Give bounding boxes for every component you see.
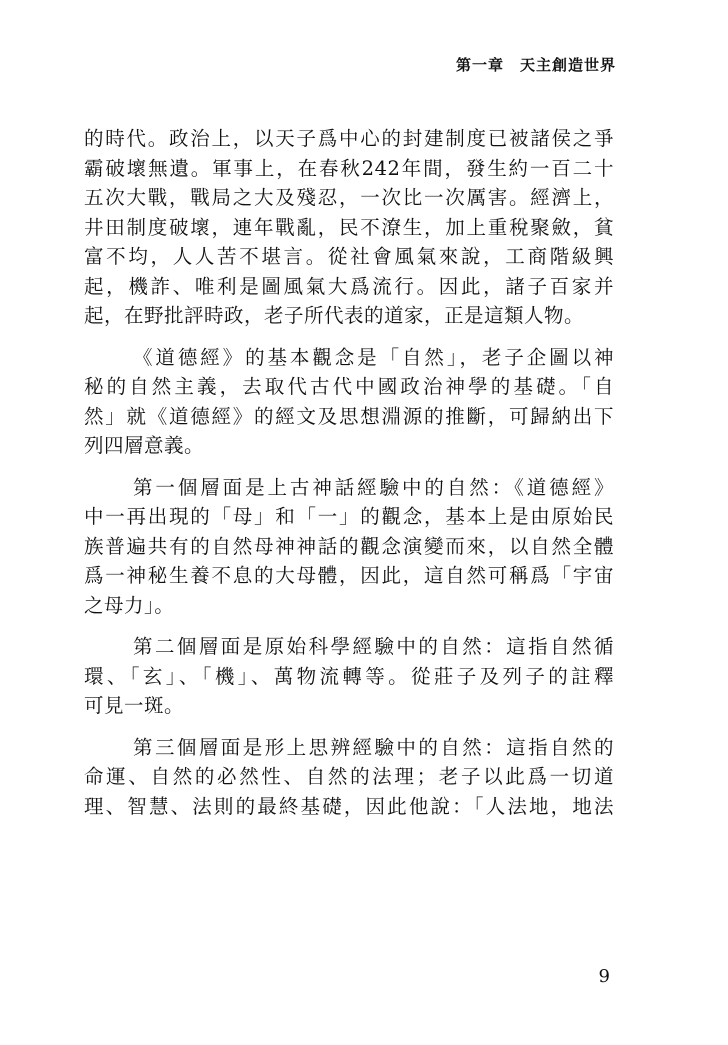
text-line: 富不均，人人苦不堪言。從社會風氣來說，工商階級興 xyxy=(84,245,614,268)
running-header xyxy=(456,54,616,75)
text-line: 的時代。政治上，以天子爲中心的封建制度已被諸侯之爭 xyxy=(84,127,614,150)
text-line: 列四層意義。 xyxy=(84,434,205,457)
chapter-title: 天主創造世界 xyxy=(519,56,616,74)
text-line: 環、「玄」、「機」、萬物流轉等。從莊子及列子的註釋 xyxy=(84,664,614,688)
paragraph-1 xyxy=(84,124,644,331)
text-line: 第三個層面是形上思辨經驗中的自然：這指自然的 xyxy=(133,735,614,759)
text-line: 第二個層面是原始科學經驗中的自然：這指自然循 xyxy=(133,635,614,658)
text-line: 理、智慧、法則的最終基礎，因此他說：「人法地，地法 xyxy=(84,794,614,818)
text-line: 霸破壞無遺。軍事上，在春秋242年間，發生約一百二十 xyxy=(84,156,614,180)
text-line: 可見一斑。 xyxy=(84,694,185,717)
text-line: 命運、自然的必然性、自然的法理；老子以此爲一切道 xyxy=(84,765,614,788)
text-line: 族普遍共有的自然母神神話的觀念演變而來，以自然全體 xyxy=(84,534,614,558)
chapter-label: 第一章 xyxy=(455,56,504,74)
body-text xyxy=(84,124,644,821)
text-line: 井田制度破壞，連年戰亂，民不潦生，加上重稅聚斂，貧 xyxy=(84,215,614,239)
paragraph-2 xyxy=(84,343,644,461)
paragraph-4 xyxy=(84,632,644,721)
text-line: 秘的自然主義，去取代古代中國政治神學的基礎。「自 xyxy=(84,375,614,398)
paragraph-3 xyxy=(84,473,644,621)
text-line: 之母力」。 xyxy=(84,593,175,617)
text-line: 起，機詐、唯利是圖風氣大爲流行。因此，諸子百家并 xyxy=(84,274,614,298)
text-line: 《道德經》的基本觀念是「自然」，老子企圖以神 xyxy=(133,345,614,369)
text-line: 五次大戰，戰局之大及殘忍，一次比一次厲害。經濟上， xyxy=(84,186,614,209)
text-line: 爲一神秘生養不息的大母體，因此，這自然可稱爲「宇宙 xyxy=(84,564,614,587)
page-number: 9 xyxy=(598,966,610,987)
paragraph-5 xyxy=(84,733,644,822)
text-line: 起，在野批評時政，老子所代表的道家，正是這類人物。 xyxy=(84,304,585,327)
text-line: 中一再出現的「母」和「一」的觀念，基本上是由原始民 xyxy=(84,505,614,528)
text-line: 第一個層面是上古神話經驗中的自然：《道德經》 xyxy=(133,475,614,499)
text-line: 然」就《道德經》的經文及思想淵源的推斷，可歸納出下 xyxy=(84,404,614,428)
